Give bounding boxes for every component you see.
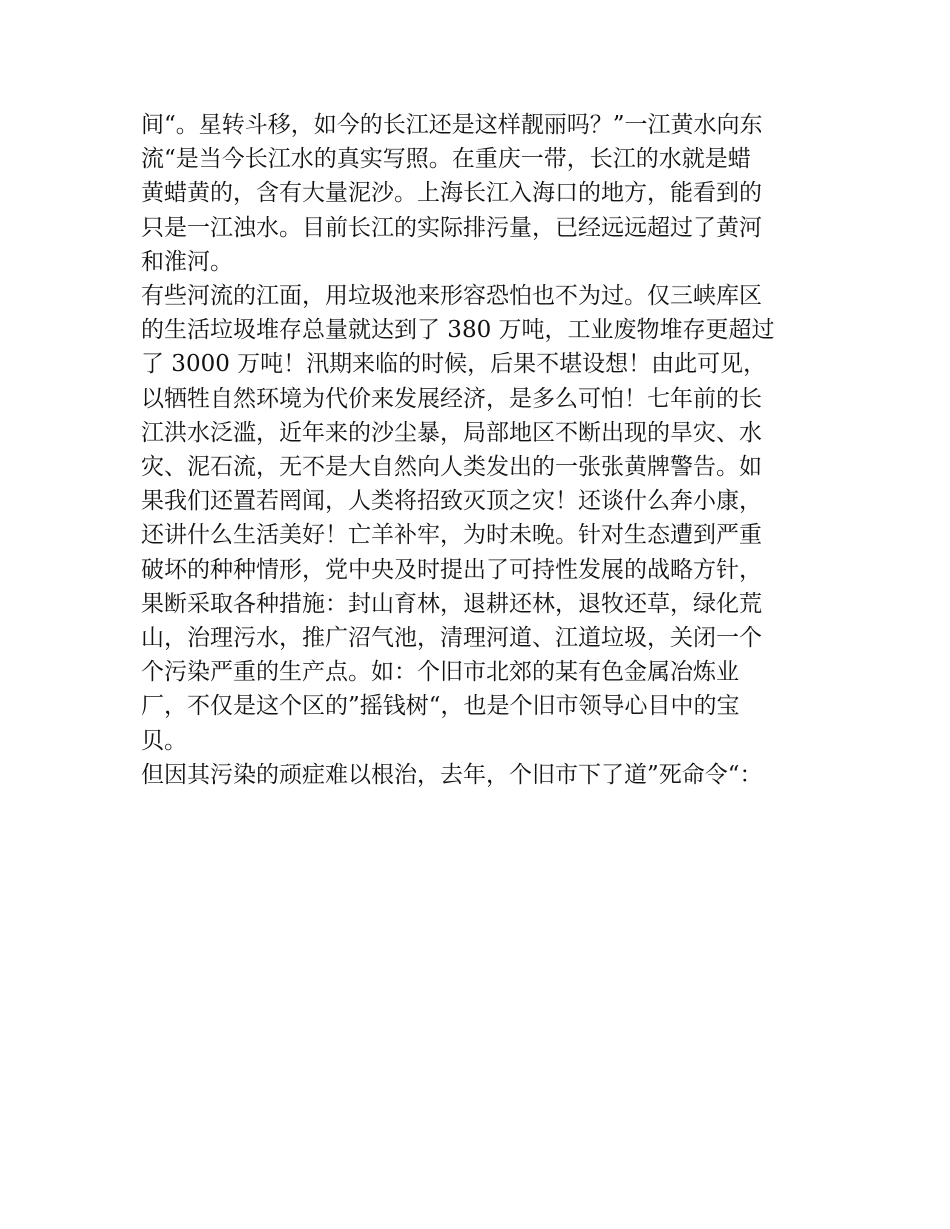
text-line: 只是一江浊水。目前长江的实际排污量，已经远远超过了黄河 [141,214,762,241]
text-line: 山，治理污水，推广沼气池，清理河道、江道垃圾，关闭一个 [141,625,762,652]
text-line: 江洪水泛滥，近年来的沙尘暴，局部地区不断出现的旱灾、水 [141,419,762,446]
text-line: 厂，不仅是这个区的”摇钱树“，也是个旧市领导心目中的宝 [141,693,740,720]
text-line: 了 3000 万吨！汛期来临的时候，后果不堪设想！由此可见， [141,351,767,378]
text-line: 贝。 [141,727,187,754]
text-line: 黄蜡黄的，含有大量泥沙。上海长江入海口的地方，能看到的 [141,180,762,207]
text-line: 破坏的种种情形，党中央及时提出了可持性发展的战略方针， [141,556,762,583]
text-line: 流“是当今长江水的真实写照。在重庆一带，长江的水就是蜡 [141,146,751,173]
text-line: 但因其污染的顽症难以根治，去年，个旧市下了道”死命令“： [141,761,763,788]
text-line: 和淮河。 [141,248,233,275]
body-text [141,108,816,792]
text-line: 以牺牲自然环境为代价来发展经济，是多么可怕！七年前的长 [141,385,762,412]
text-line: 果断采取各种措施：封山育林，退耕还林，退牧还草，绿化荒 [141,590,762,617]
text-line: 还讲什么生活美好！亡羊补牢，为时未晚。针对生态遭到严重 [141,522,762,549]
text-line: 果我们还置若罔闻，人类将招致灭顶之灾！还谈什么奔小康， [141,488,762,515]
text-line: 有些河流的江面，用垃圾池来形容恐怕也不为过。仅三峡库区 [141,283,762,310]
text-line: 的生活垃圾堆存总量就达到了 380 万吨，工业废物堆存更超过 [141,317,775,344]
text-line: 灾、泥石流，无不是大自然向人类发出的一张张黄牌警告。如 [141,454,762,481]
text-line: 间“。星转斗移，如今的长江还是这样靓丽吗？”一江黄水向东 [141,112,763,138]
text-line: 个污染严重的生产点。如：个旧市北郊的某有色金属冶炼业 [141,659,739,686]
